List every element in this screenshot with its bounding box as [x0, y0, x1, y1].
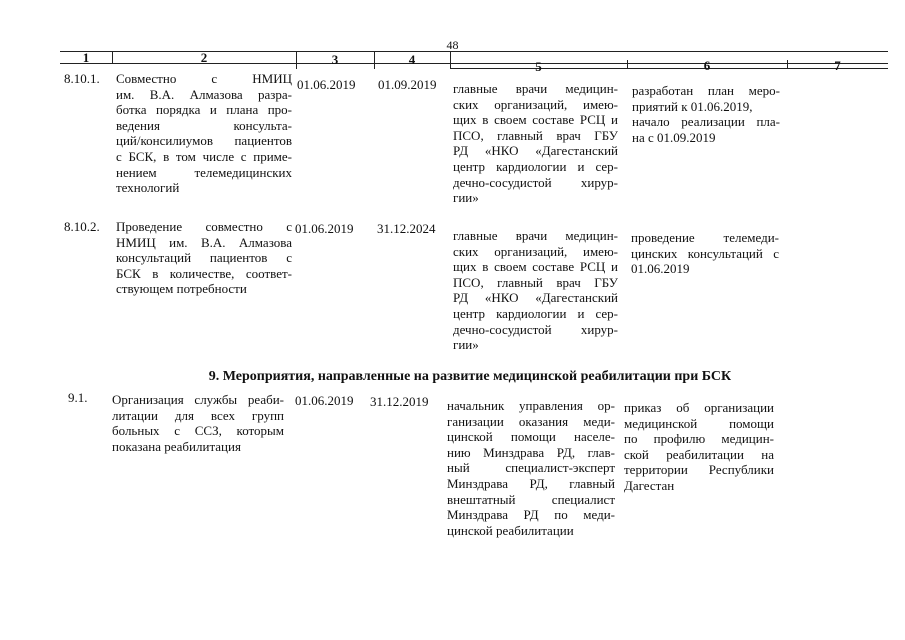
- row-action: Проведение совместно с НМИЦ им. В.А. Алмазова консультаций пациентов с БСК в количестве, соответ- ствующем потребности: [116, 219, 292, 297]
- row-start-date: 01.06.2019: [295, 221, 354, 236]
- row-number: 9.1.: [68, 390, 88, 405]
- column-number-4: 4: [408, 52, 416, 67]
- row-number: 8.10.1.: [64, 71, 100, 86]
- row-end-date: 31.12.2019: [370, 394, 429, 409]
- row-result: проведение телемеди- цинских консультаций с 01.06.2019: [631, 230, 779, 277]
- column-number-6: 6: [703, 58, 711, 73]
- column-number-1: 1: [82, 50, 90, 65]
- section-title: 9. Мероприятия, направленные на развитие медицинской реабилитации при БСК: [208, 369, 732, 384]
- row-result: разработан план меро- приятий к 01.06.2019, начало реализации пла- на с 01.09.2019: [632, 83, 780, 145]
- column-number-5: 5: [535, 59, 542, 74]
- row-start-date: 01.06.2019: [297, 77, 356, 92]
- column-number-2: 2: [200, 50, 208, 65]
- row-number: 8.10.2.: [64, 219, 100, 234]
- page-number: 48: [446, 38, 459, 52]
- row-end-date: 01.09.2019: [378, 77, 437, 92]
- row-action: Организация службы реаби- литации для всех групп больных с ССЗ, которым показана реабилитация: [112, 392, 284, 454]
- row-action: Совместно с НМИЦ им. В.А. Алмазова разра- ботка порядка и плана про- ведения консульта- ций/консилиумов пациентов с БСК, в том числе с приме- нением телемедицинских технологий: [116, 71, 292, 196]
- row-end-date: 31.12.2024: [377, 221, 436, 236]
- row-start-date: 01.06.2019: [295, 393, 354, 408]
- row-responsible: главные врачи медицин- ских организаций, имею- щих в своем составе РСЦ и ПСО, главный врач ГБУ РД «НКО «Дагестанский центр кардиологии и сер- дечно-сосудистой хирур- гии»: [453, 81, 618, 206]
- column-number-7: 7: [834, 58, 841, 73]
- column-number-3: 3: [331, 52, 339, 67]
- row-result: приказ об организации медицинской помощи по профилю медицин- ской реабилитации на территории Республики Дагестан: [624, 400, 774, 493]
- row-responsible: начальник управления ор- ганизации оказания меди- цинской помощи населе- нию Минздрава РД, глав- ный специалист-эксперт Минздрава РД, главный внештатный специалист Минздрава РД по меди- цинской реабилитации: [447, 398, 615, 538]
- row-responsible: главные врачи медицин- ских организаций, имею- щих в своем составе РСЦ и ПСО, главный врач ГБУ РД «НКО «Дагестанский центр кардиологии и сер- дечно-сосудистой хирур- гии»: [453, 228, 618, 353]
